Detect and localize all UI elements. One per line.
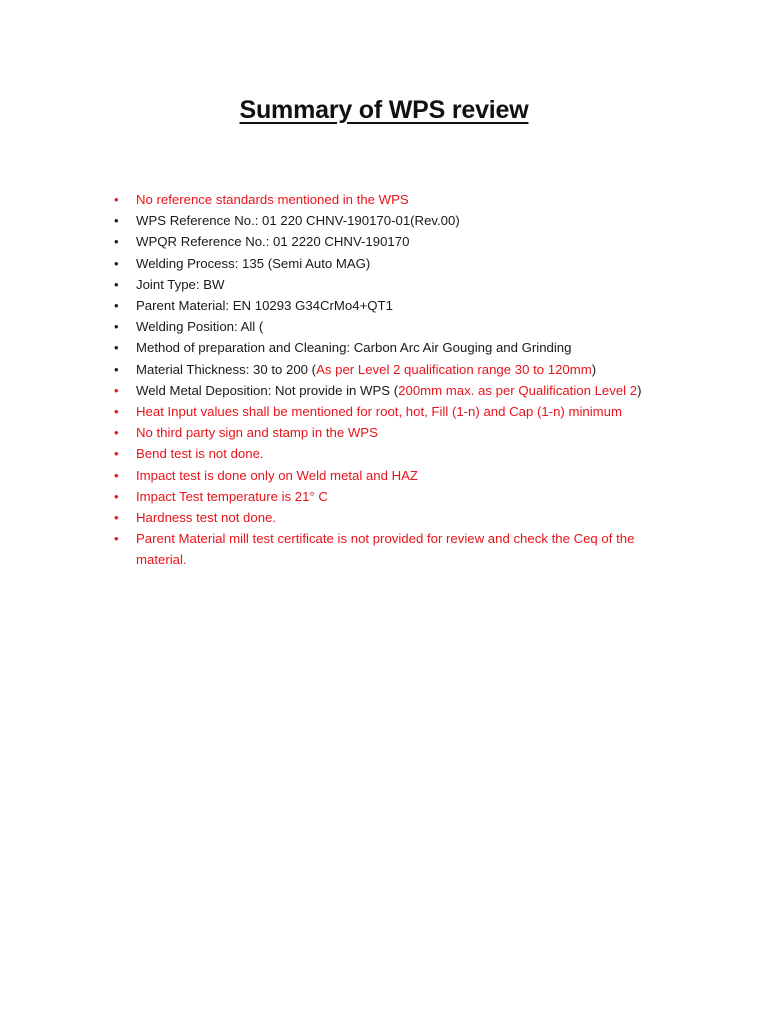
bullet-marker: • <box>114 404 119 420</box>
list-item <box>0 380 768 401</box>
list-item <box>0 507 768 528</box>
bullet-marker: • <box>114 488 119 504</box>
list-item-text: Joint Type: BW <box>136 276 225 292</box>
bullet-marker: • <box>114 276 119 292</box>
list-item-text: Bend test is not done. <box>136 446 264 462</box>
list-item <box>0 422 768 443</box>
list-item-text: Welding Position: All ( <box>136 319 264 335</box>
list-item <box>0 210 768 231</box>
page-title: Summary of WPS review <box>239 96 529 124</box>
summary-list <box>0 189 768 571</box>
bullet-marker: • <box>114 319 119 335</box>
bullet-marker: • <box>114 382 119 398</box>
bullet-marker: • <box>114 298 119 314</box>
bullet-marker: • <box>114 234 119 250</box>
list-item <box>0 401 768 422</box>
bullet-marker: • <box>114 510 119 526</box>
list-item-text: Impact test is done only on Weld metal and HAZ <box>136 467 418 483</box>
bullet-marker: • <box>114 425 119 441</box>
list-item-text: No reference standards mentioned in the WPS <box>136 192 409 207</box>
list-item-text: ) <box>637 382 642 398</box>
list-item-text: WPQR Reference No.: 01 2220 CHNV-190170 <box>136 234 410 250</box>
list-item <box>0 274 768 295</box>
list-item <box>0 486 768 507</box>
list-item <box>0 359 768 380</box>
list-item <box>0 316 768 337</box>
list-item-text: WPS Reference No.: 01 220 CHNV-190170-01(Rev.00) <box>136 213 460 229</box>
list-item-text: Parent Material: EN 10293 G34CrMo4+QT1 <box>136 298 393 314</box>
list-item <box>0 528 768 570</box>
list-item-text: Heat Input values shall be mentioned for root, hot, Fill (1-n) and Cap (1-n) minimum <box>136 404 622 420</box>
list-item <box>0 253 768 274</box>
list-item-text: Material Thickness: 30 to 200 ( <box>136 361 317 377</box>
bullet-marker: • <box>114 192 119 207</box>
list-item <box>0 465 768 486</box>
list-item <box>0 337 768 358</box>
list-item-text: 200mm max. as per Qualification Level 2 <box>398 382 638 398</box>
list-item-text: Weld Metal Deposition: Not provide in WPS ( <box>136 382 399 398</box>
list-item-text: Impact Test temperature is 21° C <box>136 488 328 504</box>
bullet-marker: • <box>114 213 119 229</box>
list-item <box>0 189 768 210</box>
list-item-text: ) <box>591 361 597 377</box>
list-item-text: Parent Material mill test certificate is not provided for review and check the Ceq of the material. <box>136 531 635 568</box>
list-item-text: Hardness test not done. <box>136 510 277 526</box>
bullet-marker: • <box>114 255 119 271</box>
list-item-text: Welding Process: 135 (Semi Auto MAG) <box>136 255 371 271</box>
list-item-text: As per Level 2 qualification range 30 to 120mm <box>316 361 592 377</box>
bullet-marker: • <box>114 361 119 377</box>
bullet-marker: • <box>114 340 119 356</box>
list-item-text: Method of preparation and Cleaning: Carbon Arc Air Gouging and Grinding <box>136 340 572 356</box>
list-item-text: No third party sign and stamp in the WPS <box>136 425 378 441</box>
list-item <box>0 231 768 252</box>
bullet-marker: • <box>114 467 119 483</box>
list-item <box>0 295 768 316</box>
bullet-marker: • <box>114 531 119 547</box>
bullet-marker: • <box>114 446 119 462</box>
list-item <box>0 443 768 464</box>
